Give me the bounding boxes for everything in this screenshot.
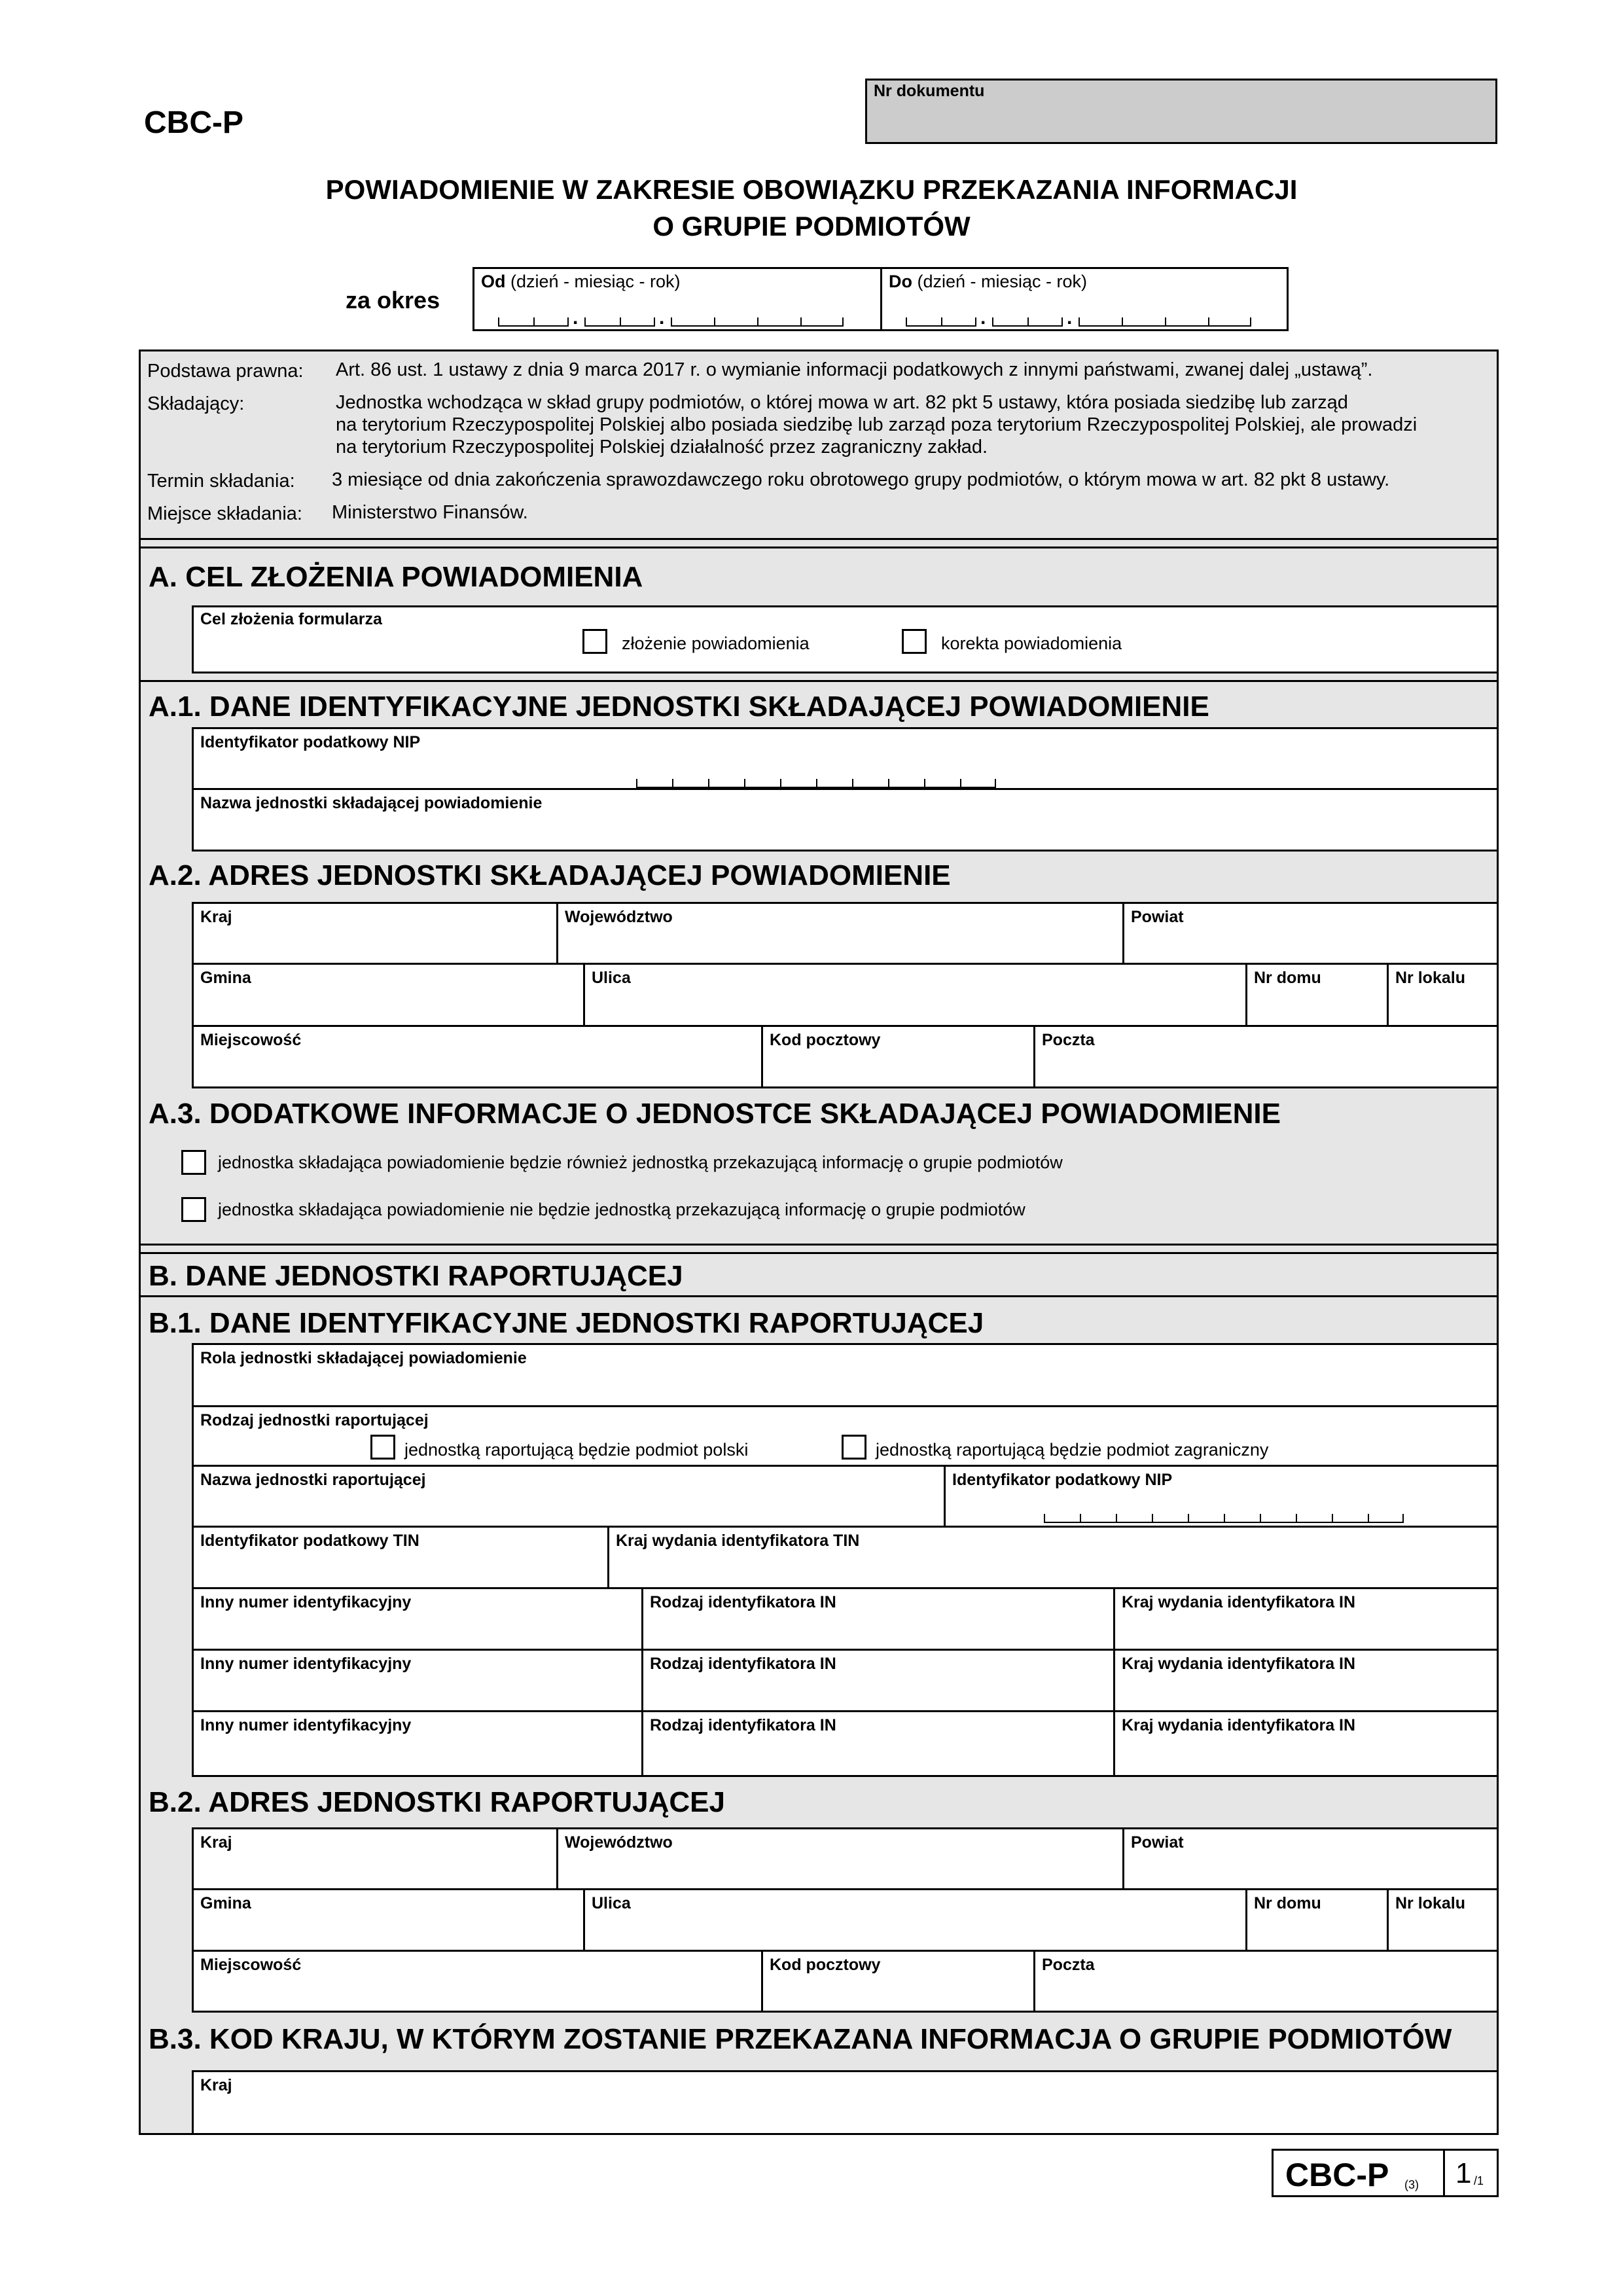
period-from-field[interactable] [473, 267, 882, 331]
b2-post-office-field[interactable] [1033, 1950, 1499, 2013]
purpose-label: Cel złożenia formularza [200, 610, 382, 628]
form-code: CBC-P [144, 105, 243, 140]
b1-in-country-field-3[interactable] [1113, 1710, 1499, 1777]
submission-checkbox[interactable] [582, 629, 607, 654]
b1-in-country-label: Kraj wydania identyfikatora IN [1122, 1716, 1356, 1734]
a3-also-transmitting-label: jednostka składająca powiadomienie będzie również jednostką przekazującą informację o grupie podmiotów [218, 1153, 1063, 1172]
form-title-line1: POWIADOMIENIE W ZAKRESIE OBOWIĄZKU PRZEKAZANIA INFORMACJI [325, 174, 1298, 205]
period-from-day-combs [498, 317, 569, 327]
b1-other-id-label: Inny numer identyfikacyjny [200, 1655, 412, 1673]
a2-district-label: Powiat [1131, 908, 1184, 926]
b1-tin-country-label: Kraj wydania identyfikatora TIN [616, 1532, 860, 1550]
footer-page-number: 1 [1455, 2157, 1472, 2189]
b2-country-label: Kraj [200, 1833, 232, 1852]
legal-basis-label: Podstawa prawna: [147, 361, 304, 382]
section-a-title: A. CEL ZŁOŻENIA POWIADOMIENIA [149, 561, 643, 593]
correction-option-label: korekta powiadomienia [941, 634, 1122, 653]
b1-foreign-entity-label: jednostką raportującą będzie podmiot zagraniczny [876, 1440, 1269, 1460]
a2-apartment-number-label: Nr lokalu [1395, 969, 1465, 987]
b2-apartment-number-label: Nr lokalu [1395, 1894, 1465, 1912]
b2-district-field[interactable] [1122, 1827, 1499, 1890]
b1-role-label: Rola jednostki składającej powiadomienie [200, 1349, 527, 1367]
nip-label: Identyfikator podatkowy NIP [200, 733, 421, 751]
period-to-day-combs [906, 317, 976, 327]
b1-other-id-label: Inny numer identyfikacyjny [200, 1716, 412, 1734]
submitter-label: Składający: [147, 393, 245, 414]
b2-voivodeship-label: Województwo [565, 1833, 673, 1852]
a2-voivodeship-label: Województwo [565, 908, 673, 926]
b1-in-type-label: Rodzaj identyfikatora IN [650, 1655, 836, 1673]
a2-city-label: Miejscowość [200, 1031, 302, 1049]
divider [139, 680, 1499, 682]
place-value: Ministerstwo Finansów. [332, 502, 528, 523]
form-title [0, 171, 1623, 245]
footer-form-code: CBC-P [1285, 2157, 1389, 2193]
b2-apartment-number-field[interactable] [1387, 1888, 1499, 1952]
a2-country-label: Kraj [200, 908, 232, 926]
a2-street-label: Ulica [592, 969, 631, 987]
b1-in-country-field-1[interactable] [1113, 1587, 1499, 1651]
b1-polish-entity-label: jednostką raportującą będzie podmiot polski [404, 1440, 749, 1460]
b1-other-id-label: Inny numer identyfikacyjny [200, 1593, 412, 1611]
footer-form-code-box [1272, 2149, 1445, 2197]
period-from-year-combs [671, 317, 844, 327]
b1-nip-combs [1044, 1514, 1404, 1523]
submitter-name-field[interactable] [192, 788, 1499, 852]
b2-post-office-label: Poczta [1042, 1956, 1095, 1974]
b1-in-country-field-2[interactable] [1113, 1649, 1499, 1712]
b1-foreign-entity-checkbox[interactable] [842, 1435, 866, 1460]
separator-dot: . [573, 307, 579, 329]
b1-nip-label: Identyfikator podatkowy NIP [952, 1471, 1173, 1489]
a2-postal-code-label: Kod pocztowy [770, 1031, 881, 1049]
b1-in-type-field-3[interactable] [641, 1710, 1115, 1777]
document-number-label: Nr dokumentu [874, 82, 985, 100]
b1-in-type-field-1[interactable] [641, 1587, 1115, 1651]
b1-tin-country-field[interactable] [607, 1526, 1499, 1589]
legal-basis-value: Art. 86 ust. 1 ustawy z dnia 9 marca 2017 r. o wymianie informacji podatkowych z innymi państwami, zwanej dalej „ustawą”. [336, 359, 1373, 380]
b1-other-id-field-2[interactable] [192, 1649, 643, 1712]
b2-voivodeship-field[interactable] [556, 1827, 1124, 1890]
period-to-month-combs [992, 317, 1063, 327]
b1-name-field[interactable] [192, 1465, 946, 1528]
b1-in-type-label: Rodzaj identyfikatora IN [650, 1593, 836, 1611]
period-to-year-combs [1079, 317, 1251, 327]
a2-commune-field[interactable] [192, 963, 585, 1027]
b1-in-country-label: Kraj wydania identyfikatora IN [1122, 1593, 1356, 1611]
period-from-label: Od (dzień - miesiąc - rok) [481, 272, 681, 291]
b3-country-field[interactable] [192, 2070, 1499, 2135]
section-a2-title: A.2. ADRES JEDNOSTKI SKŁADAJĄCEJ POWIADOMIENIE [149, 859, 951, 891]
b2-city-label: Miejscowość [200, 1956, 302, 1974]
b2-house-number-field[interactable] [1245, 1888, 1389, 1952]
info-block [141, 351, 1497, 540]
nip-field[interactable] [192, 727, 1499, 790]
deadline-value: 3 miesiące od dnia zakończenia sprawozdawczego roku obrotowego grupy podmiotów, o którym mowa w art. 82 pkt 8 ustawy. [332, 469, 1390, 490]
a2-city-field[interactable] [192, 1025, 763, 1088]
b1-type-field [192, 1405, 1499, 1467]
a3-not-transmitting-checkbox[interactable] [181, 1197, 206, 1222]
period-from-month-combs [584, 317, 655, 327]
a2-post-office-field[interactable] [1033, 1025, 1499, 1088]
b2-postal-code-label: Kod pocztowy [770, 1956, 881, 1974]
footer-version: (3) [1404, 2178, 1419, 2191]
b2-postal-code-field[interactable] [761, 1950, 1035, 2013]
b2-city-field[interactable] [192, 1950, 763, 2013]
b1-in-type-field-2[interactable] [641, 1649, 1115, 1712]
period-label: za okres [346, 287, 440, 314]
correction-checkbox[interactable] [902, 629, 927, 654]
a2-district-field[interactable] [1122, 902, 1499, 965]
a2-postal-code-field[interactable] [761, 1025, 1035, 1088]
form-title-line2: O GRUPIE PODMIOTÓW [652, 211, 971, 242]
a2-house-number-label: Nr domu [1254, 969, 1321, 987]
b1-role-field[interactable] [192, 1343, 1499, 1407]
section-a1-title: A.1. DANE IDENTYFIKACYJNE JEDNOSTKI SKŁADAJĄCEJ POWIADOMIENIE [149, 691, 1209, 723]
section-a3 [141, 1088, 1497, 1246]
a2-commune-label: Gmina [200, 969, 251, 987]
a2-country-field[interactable] [192, 902, 558, 965]
b3-country-label: Kraj [200, 2076, 232, 2094]
b2-street-label: Ulica [592, 1894, 631, 1912]
b2-country-field[interactable] [192, 1827, 558, 1890]
section-b2-title: B.2. ADRES JEDNOSTKI RAPORTUJĄCEJ [149, 1786, 725, 1818]
submission-option-label: złożenie powiadomienia [622, 634, 810, 653]
place-label: Miejsce składania: [147, 503, 302, 524]
nip-combs [636, 779, 996, 788]
b2-commune-label: Gmina [200, 1894, 251, 1912]
section-b3-title: B.3. KOD KRAJU, W KTÓRYM ZOSTANIE PRZEKAZANA INFORMACJA O GRUPIE PODMIOTÓW [149, 2023, 1452, 2055]
purpose-field [192, 605, 1499, 673]
b1-tin-field[interactable] [192, 1526, 609, 1589]
a2-house-number-field[interactable] [1245, 963, 1389, 1027]
footer-page-box [1443, 2149, 1499, 2197]
b1-nip-field[interactable] [944, 1465, 1499, 1528]
b1-tin-label: Identyfikator podatkowy TIN [200, 1532, 419, 1550]
b1-other-id-field-1[interactable] [192, 1587, 643, 1651]
divider [139, 547, 1499, 548]
b2-commune-field[interactable] [192, 1888, 585, 1952]
divider [139, 1295, 1499, 1297]
b1-name-label: Nazwa jednostki raportującej [200, 1471, 426, 1489]
footer-page-count: /1 [1474, 2174, 1484, 2187]
section-b [141, 1246, 1497, 1358]
section-a3-title: A.3. DODATKOWE INFORMACJE O JEDNOSTCE SKŁADAJĄCEJ POWIADOMIENIE [149, 1098, 1281, 1130]
submitter-name-label: Nazwa jednostki składającej powiadomienie [200, 794, 543, 812]
a2-street-field[interactable] [583, 963, 1247, 1027]
b1-type-label: Rodzaj jednostki raportującej [200, 1411, 429, 1429]
deadline-label: Termin składania: [147, 471, 295, 492]
submitter-value: Jednostka wchodząca w skład grupy podmiotów, o której mowa w art. 82 pkt 5 ustawy, która posiada siedzibę lub zarząd na terytorium Rzeczypospolitej Polskiej albo posiada siedzibę lub zarząd poza terytorium Rzeczypospolitej Polskiej, ale prowadzi na terytorium Rzeczypospolitej Polskiej działalność przez zagraniczny zakład. [336, 392, 1418, 457]
b1-in-country-label: Kraj wydania identyfikatora IN [1122, 1655, 1356, 1673]
divider [139, 1252, 1499, 1254]
a3-also-transmitting-checkbox[interactable] [181, 1150, 206, 1175]
separator-dot: . [1067, 307, 1073, 329]
b2-house-number-label: Nr domu [1254, 1894, 1321, 1912]
period-to-field[interactable] [880, 267, 1289, 331]
separator-dot: . [659, 307, 665, 329]
b1-other-id-field-3[interactable] [192, 1710, 643, 1777]
a2-voivodeship-field[interactable] [556, 902, 1124, 965]
b2-district-label: Powiat [1131, 1833, 1184, 1852]
section-b1-title: B.1. DANE IDENTYFIKACYJNE JEDNOSTKI RAPORTUJĄCEJ [149, 1307, 984, 1339]
b1-polish-entity-checkbox[interactable] [370, 1435, 395, 1460]
a2-apartment-number-field[interactable] [1387, 963, 1499, 1027]
b2-street-field[interactable] [583, 1888, 1247, 1952]
b1-in-type-label: Rodzaj identyfikatora IN [650, 1716, 836, 1734]
a3-not-transmitting-label: jednostka składająca powiadomienie nie będzie jednostką przekazującą informację o grupie podmiotów [218, 1200, 1026, 1219]
separator-dot: . [980, 307, 986, 329]
a2-post-office-label: Poczta [1042, 1031, 1095, 1049]
period-to-label: Do (dzień - miesiąc - rok) [889, 272, 1088, 291]
document-number-field[interactable] [865, 79, 1497, 144]
section-b-title: B. DANE JEDNOSTKI RAPORTUJĄCEJ [149, 1260, 683, 1292]
